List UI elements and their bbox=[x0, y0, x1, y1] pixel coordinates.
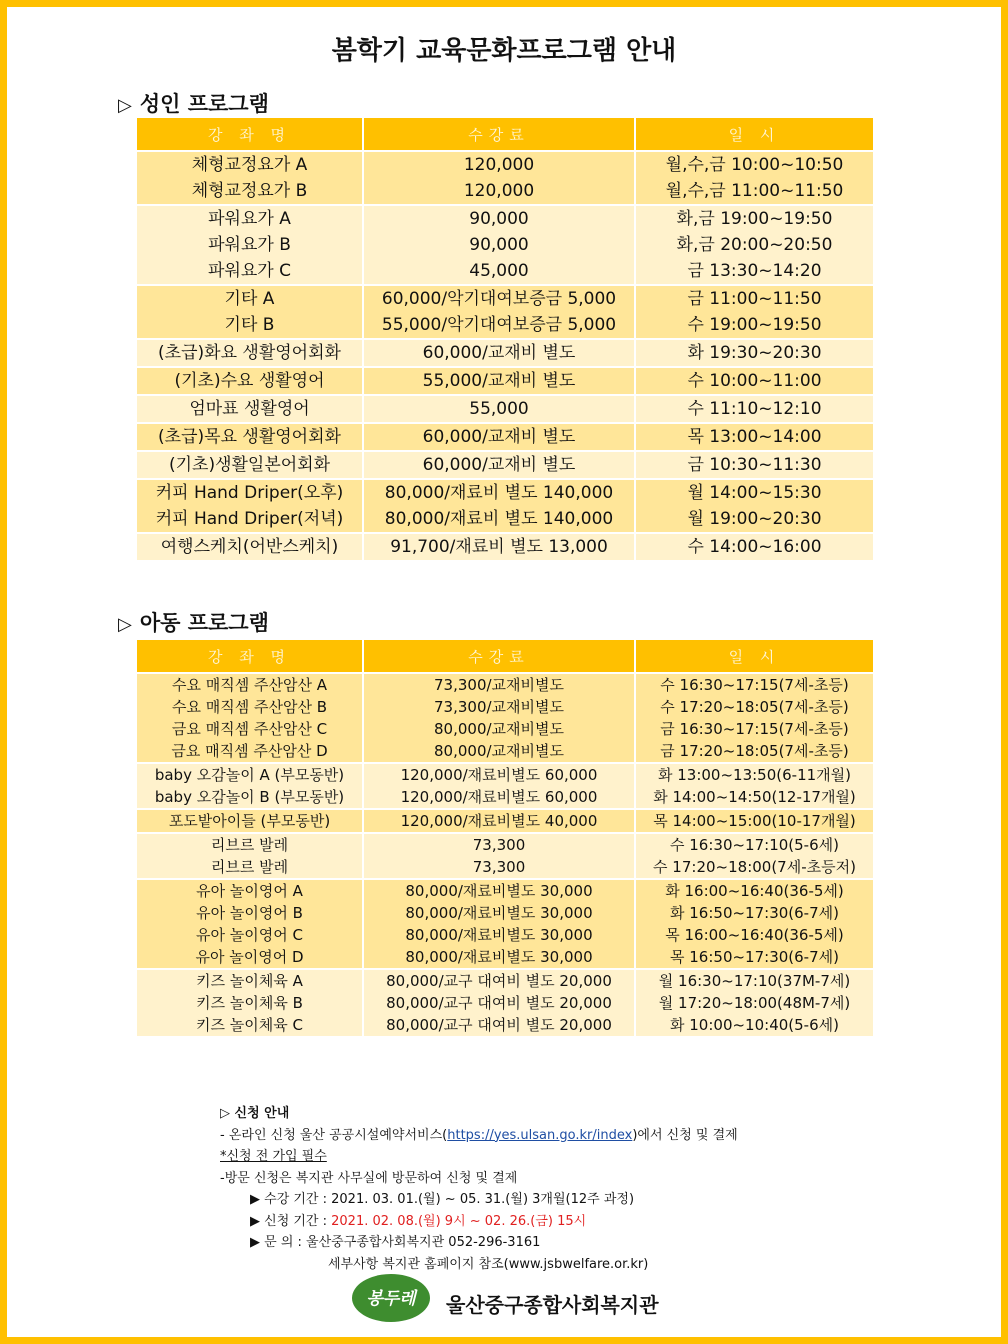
fee-text: 73,300/교재비별도 bbox=[434, 676, 564, 694]
course-period bbox=[220, 1189, 738, 1211]
table-row bbox=[136, 339, 874, 367]
fee-cell bbox=[363, 763, 635, 809]
course-name-text: (기초)생활일본어회화 bbox=[168, 455, 331, 475]
fee-text: 55,000 bbox=[469, 399, 529, 419]
schedule-text: 수 10:00~11:00 bbox=[687, 371, 822, 391]
schedule-cell bbox=[635, 205, 874, 285]
schedule-text: 화 19:30~20:30 bbox=[687, 343, 822, 363]
table-row bbox=[136, 673, 874, 763]
adult-section-heading bbox=[118, 88, 269, 118]
course-name-text: (초급)화요 생활영어회화 bbox=[158, 343, 341, 363]
detail-note: 세부사항 복지관 홈페이지 참조(www.jsbwelfare.or.kr) bbox=[328, 1256, 649, 1272]
fee-cell bbox=[363, 833, 635, 879]
fee-text: 80,000/재료비 별도 140,000 bbox=[384, 509, 614, 529]
table-row bbox=[136, 969, 874, 1037]
schedule-cell bbox=[635, 809, 874, 833]
fee-cell bbox=[363, 969, 635, 1037]
fee-text: 80,000/교구 대여비 별도 20,000 bbox=[386, 994, 612, 1012]
application-info bbox=[220, 1103, 738, 1275]
course-name-text: 금요 매직셈 주산암산 C bbox=[171, 720, 328, 738]
course-name-cell bbox=[136, 367, 363, 395]
course-name-text: 엄마표 생활영어 bbox=[189, 399, 310, 419]
schedule-cell bbox=[635, 533, 874, 561]
online-prefix: - 온라인 신청 울산 공공시설예약서비스( bbox=[220, 1127, 448, 1143]
schedule-cell bbox=[635, 479, 874, 533]
online-suffix: )에서 신청 및 결제 bbox=[632, 1127, 738, 1143]
fee-text: 120,000/재료비별도 60,000 bbox=[400, 788, 598, 806]
course-name-text: 키즈 놀이체육 C bbox=[196, 1016, 303, 1034]
fee-text: 80,000/재료비별도 30,000 bbox=[405, 948, 593, 966]
schedule-text: 목 16:50~17:30(6-7세) bbox=[670, 948, 839, 966]
child-section-heading bbox=[118, 607, 269, 637]
course-name-text: 금요 매직셈 주산암산 D bbox=[171, 742, 328, 760]
course-name-cell bbox=[136, 533, 363, 561]
online-application bbox=[220, 1125, 738, 1147]
fee-cell bbox=[363, 673, 635, 763]
logo-text: 봉두레 bbox=[366, 1289, 416, 1309]
schedule-text: 화 14:00~14:50(12-17개월) bbox=[653, 788, 856, 806]
course-name-cell bbox=[136, 395, 363, 423]
schedule-text: 금 13:30~14:20 bbox=[687, 261, 822, 281]
table-row bbox=[136, 833, 874, 879]
course-name-text: 체형교정요가 A bbox=[191, 155, 308, 175]
contact-value: 울산중구종합사회복지관 052-296-3161 bbox=[306, 1235, 541, 1250]
fee-text: 120,000/재료비별도 40,000 bbox=[400, 812, 598, 830]
header-fee: 수강료 bbox=[363, 118, 635, 151]
fee-text: 60,000/교재비 별도 bbox=[422, 455, 576, 475]
period-value: 2021. 03. 01.(월) ~ 05. 31.(월) 3개월(12주 과정) bbox=[331, 1192, 635, 1207]
course-name-text: 키즈 놀이체육 A bbox=[196, 972, 303, 990]
fee-text: 60,000/악기대여보증금 5,000 bbox=[381, 289, 617, 309]
signup-note: *신청 전 가입 필수 bbox=[220, 1149, 327, 1164]
course-name-text: 유아 놀이영어 C bbox=[196, 926, 303, 944]
course-name-text: (초급)목요 생활영어회화 bbox=[158, 427, 341, 447]
page-title: 봄학기 교육문화프로그램 안내 bbox=[331, 36, 677, 66]
table-row bbox=[136, 479, 874, 533]
course-name-cell bbox=[136, 673, 363, 763]
schedule-text: 금 10:30~11:30 bbox=[687, 455, 822, 475]
fee-text: 80,000/재료비별도 30,000 bbox=[405, 904, 593, 922]
fee-text: 120,000 bbox=[463, 181, 535, 201]
application-period bbox=[220, 1211, 738, 1233]
course-name-text: 리브르 발레 bbox=[210, 858, 289, 876]
schedule-text: 화,금 19:00~19:50 bbox=[676, 209, 833, 229]
schedule-text: 수 17:20~18:05(7세-초등) bbox=[660, 698, 849, 716]
fee-text: 90,000 bbox=[469, 209, 529, 229]
triangle-right-icon: ▷ bbox=[118, 95, 132, 116]
period-label: ▶ 수강 기간 : bbox=[250, 1192, 332, 1207]
fee-cell bbox=[363, 451, 635, 479]
schedule-text: 월 16:30~17:10(37M-7세) bbox=[658, 972, 851, 990]
apply-value: 2021. 02. 08.(월) 9시 ~ 02. 26.(금) 15시 bbox=[331, 1213, 587, 1229]
contact-label: ▶ 문 의 : bbox=[250, 1235, 307, 1250]
schedule-text: 수 11:10~12:10 bbox=[687, 399, 822, 419]
course-name-text: 기타 A bbox=[224, 289, 275, 309]
schedule-text: 월 14:00~15:30 bbox=[687, 483, 822, 503]
schedule-text: 화 13:00~13:50(6-11개월) bbox=[657, 766, 851, 784]
schedule-text: 목 14:00~15:00(10-17개월) bbox=[653, 812, 856, 830]
organization-name: 울산중구종합사회복지관 bbox=[446, 1293, 659, 1317]
welfare-center-logo bbox=[350, 1272, 432, 1324]
fee-text: 60,000/교재비 별도 bbox=[422, 343, 576, 363]
course-name-text: 체형교정요가 B bbox=[191, 181, 308, 201]
course-name-cell bbox=[136, 205, 363, 285]
table-row bbox=[136, 451, 874, 479]
fee-cell bbox=[363, 395, 635, 423]
schedule-text: 수 16:30~17:15(7세-초등) bbox=[660, 676, 849, 694]
apply-label: ▶ 신청 기간 : bbox=[250, 1213, 332, 1229]
table-row bbox=[136, 151, 874, 205]
course-name-cell bbox=[136, 451, 363, 479]
schedule-cell bbox=[635, 879, 874, 969]
course-name-text: 파워요가 A bbox=[208, 209, 291, 229]
schedule-text: 수 17:20~18:00(7세-초등저) bbox=[653, 858, 856, 876]
fee-text: 120,000/재료비별도 60,000 bbox=[400, 766, 598, 784]
course-name-cell bbox=[136, 285, 363, 339]
course-name-text: 유아 놀이영어 B bbox=[196, 904, 303, 922]
course-name-text: (기초)수요 생활영어 bbox=[174, 371, 325, 391]
schedule-cell bbox=[635, 451, 874, 479]
course-name-cell bbox=[136, 423, 363, 451]
table-row bbox=[136, 809, 874, 833]
schedule-cell bbox=[635, 151, 874, 205]
fee-cell bbox=[363, 479, 635, 533]
course-name-text: 포도밭아이들 (부모동반) bbox=[168, 812, 331, 830]
child-program-table bbox=[135, 640, 875, 1038]
table-row bbox=[136, 763, 874, 809]
course-name-text: baby 오감놀이 A (부모동반) bbox=[154, 766, 345, 784]
schedule-cell bbox=[635, 339, 874, 367]
reservation-link[interactable]: https://yes.ulsan.go.kr/index bbox=[447, 1127, 633, 1143]
table-row bbox=[136, 285, 874, 339]
course-name-cell bbox=[136, 479, 363, 533]
fee-text: 55,000/악기대여보증금 5,000 bbox=[381, 315, 617, 335]
schedule-text: 월 19:00~20:30 bbox=[687, 509, 822, 529]
header-course-name: 강 좌 명 bbox=[136, 118, 363, 151]
table-row bbox=[136, 205, 874, 285]
fee-text: 80,000/교구 대여비 별도 20,000 bbox=[386, 1016, 612, 1034]
course-name-cell bbox=[136, 969, 363, 1037]
schedule-text: 금 17:20~18:05(7세-초등) bbox=[660, 742, 849, 760]
schedule-text: 화 10:00~10:40(5-6세) bbox=[670, 1016, 839, 1034]
schedule-cell bbox=[635, 367, 874, 395]
visit-application: -방문 신청은 복지관 사무실에 방문하여 신청 및 결제 bbox=[220, 1170, 518, 1186]
fee-text: 80,000/교구 대여비 별도 20,000 bbox=[386, 972, 612, 990]
course-name-cell bbox=[136, 339, 363, 367]
schedule-text: 금 11:00~11:50 bbox=[687, 289, 822, 309]
course-name-text: 유아 놀이영어 D bbox=[195, 948, 304, 966]
fee-cell bbox=[363, 285, 635, 339]
info-heading: ▷ 신청 안내 bbox=[220, 1106, 290, 1121]
adult-program-table bbox=[135, 118, 875, 562]
schedule-text: 월,수,금 10:00~10:50 bbox=[665, 155, 844, 175]
course-name-text: 키즈 놀이체육 B bbox=[196, 994, 303, 1012]
fee-cell bbox=[363, 205, 635, 285]
fee-text: 45,000 bbox=[469, 261, 529, 281]
header-fee: 수강료 bbox=[363, 640, 635, 673]
table-row bbox=[136, 423, 874, 451]
schedule-text: 목 16:00~16:40(36-5세) bbox=[665, 926, 844, 944]
fee-text: 55,000/교재비 별도 bbox=[422, 371, 576, 391]
table-row bbox=[136, 879, 874, 969]
schedule-cell bbox=[635, 285, 874, 339]
schedule-cell bbox=[635, 833, 874, 879]
course-name-cell bbox=[136, 809, 363, 833]
table-row bbox=[136, 395, 874, 423]
table-row bbox=[136, 367, 874, 395]
course-name-text: 파워요가 B bbox=[208, 235, 291, 255]
schedule-cell bbox=[635, 763, 874, 809]
triangle-right-icon: ▷ bbox=[118, 614, 132, 635]
fee-text: 73,300 bbox=[472, 858, 526, 876]
schedule-text: 월,수,금 11:00~11:50 bbox=[665, 181, 844, 201]
fee-cell bbox=[363, 423, 635, 451]
header-schedule: 일 시 bbox=[635, 118, 874, 151]
schedule-text: 화 16:50~17:30(6-7세) bbox=[670, 904, 839, 922]
course-name-text: 유아 놀이영어 A bbox=[196, 882, 303, 900]
schedule-cell bbox=[635, 395, 874, 423]
course-name-cell bbox=[136, 879, 363, 969]
course-name-cell bbox=[136, 763, 363, 809]
schedule-cell bbox=[635, 423, 874, 451]
fee-text: 73,300/교재비별도 bbox=[434, 698, 564, 716]
fee-cell bbox=[363, 151, 635, 205]
course-name-text: 리브르 발레 bbox=[210, 836, 289, 854]
schedule-text: 월 17:20~18:00(48M-7세) bbox=[658, 994, 851, 1012]
course-name-text: 수요 매직셈 주산암산 B bbox=[171, 698, 327, 716]
fee-text: 80,000/재료비별도 30,000 bbox=[405, 926, 593, 944]
child-heading-label: 아동 프로그램 bbox=[139, 611, 269, 635]
schedule-text: 화,금 20:00~20:50 bbox=[676, 235, 833, 255]
schedule-text: 화 16:00~16:40(36-5세) bbox=[665, 882, 844, 900]
course-name-text: 기타 B bbox=[224, 315, 275, 335]
contact bbox=[220, 1232, 738, 1254]
course-name-text: 파워요가 C bbox=[208, 261, 291, 281]
fee-text: 80,000/재료비별도 30,000 bbox=[405, 882, 593, 900]
fee-text: 120,000 bbox=[463, 155, 535, 175]
schedule-text: 목 13:00~14:00 bbox=[687, 427, 822, 447]
header-course-name: 강 좌 명 bbox=[136, 640, 363, 673]
table-row bbox=[136, 533, 874, 561]
schedule-text: 수 16:30~17:10(5-6세) bbox=[670, 836, 839, 854]
course-name-cell bbox=[136, 151, 363, 205]
schedule-text: 수 19:00~19:50 bbox=[687, 315, 822, 335]
fee-cell bbox=[363, 809, 635, 833]
schedule-text: 금 16:30~17:15(7세-초등) bbox=[660, 720, 849, 738]
fee-text: 73,300 bbox=[472, 836, 526, 854]
fee-cell bbox=[363, 367, 635, 395]
fee-cell bbox=[363, 339, 635, 367]
fee-text: 91,700/재료비 별도 13,000 bbox=[390, 537, 608, 557]
fee-text: 60,000/교재비 별도 bbox=[422, 427, 576, 447]
course-name-text: 여행스케치(어반스케치) bbox=[160, 537, 339, 557]
header-schedule: 일 시 bbox=[635, 640, 874, 673]
schedule-cell bbox=[635, 969, 874, 1037]
course-name-text: baby 오감놀이 B (부모동반) bbox=[154, 788, 345, 806]
adult-heading-label: 성인 프로그램 bbox=[139, 92, 269, 116]
course-name-text: 수요 매직셈 주산암산 A bbox=[172, 676, 327, 694]
schedule-cell bbox=[635, 673, 874, 763]
schedule-text: 수 14:00~16:00 bbox=[687, 537, 822, 557]
course-name-text: 커피 Hand Driper(저녁) bbox=[155, 509, 344, 529]
fee-text: 90,000 bbox=[469, 235, 529, 255]
fee-text: 80,000/재료비 별도 140,000 bbox=[384, 483, 614, 503]
course-name-cell bbox=[136, 833, 363, 879]
fee-cell bbox=[363, 533, 635, 561]
fee-cell bbox=[363, 879, 635, 969]
course-name-text: 커피 Hand Driper(오후) bbox=[155, 483, 344, 503]
fee-text: 80,000/교재비별도 bbox=[434, 742, 564, 760]
fee-text: 80,000/교재비별도 bbox=[434, 720, 564, 738]
